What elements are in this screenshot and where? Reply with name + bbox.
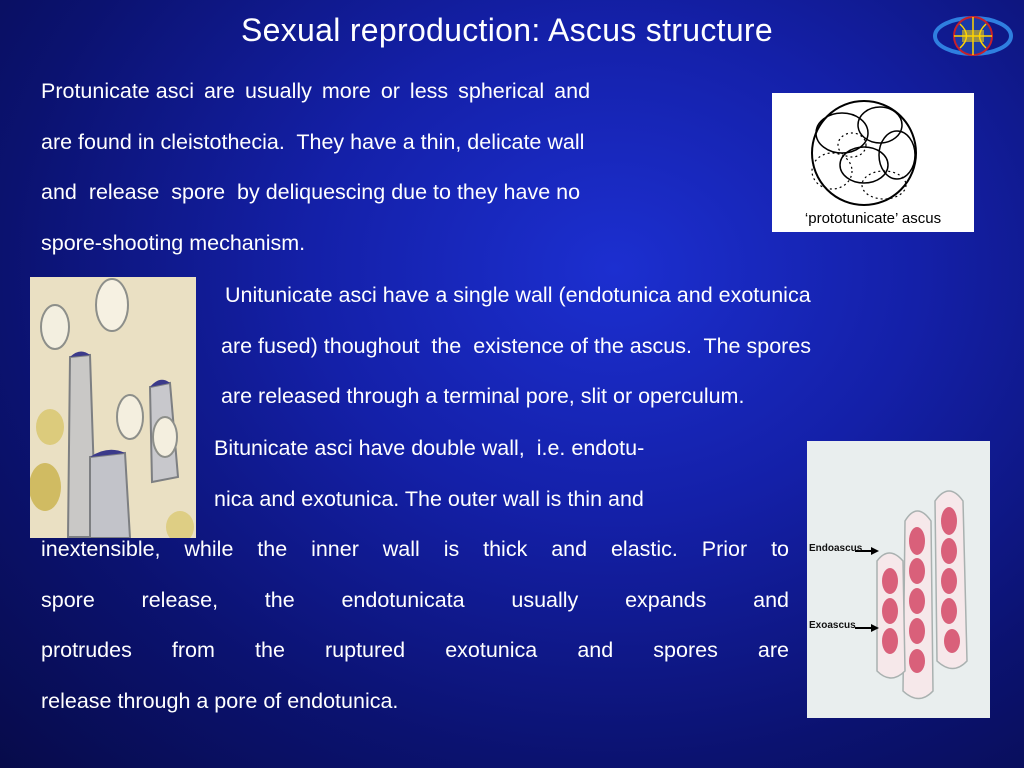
bitunicate-paragraph-lower [41,524,789,726]
prototunicate-ascus-drawing [772,93,974,211]
bitunicate-asci-drawing [807,441,990,718]
bitunicate-line-3: inextensible, while the inner wall is thick and elastic. Prior to [41,537,789,561]
bitunicate-paragraph-upper [214,423,794,524]
unitunicate-line-1: Unitunicate asci have a single wall (endotunica and exotunica [225,283,811,307]
protunicate-line-2: are found in cleistothecia. They have a thin, delicate wall [41,129,585,154]
protunicate-paragraph [41,66,753,268]
endoascus-label: Endoascus [809,543,863,554]
protunicate-line-1: Protunicate asci are usually more or less spherical and [41,79,591,103]
unitunicate-asci-micrograph [30,277,196,538]
bitunicate-line-5: protrudes from the ruptured exotunica and spores are [41,638,789,662]
protunicate-term: Protunicate asci [41,79,194,103]
unitunicate-line-2: are fused) thoughout the existence of the ascus. The spores [221,333,812,358]
unitunicate-paragraph [221,270,996,422]
bitunicate-line-6: release through a pore of endotunica. [41,688,399,713]
bitunicate-line-4: spore release, the endotunicata usually expands and [41,587,789,612]
bitunicate-line-2: nica and exotunica. The outer wall is thin and [214,486,644,511]
unitunicate-term: Unitunicate asci [225,283,377,307]
protunicate-line-3: and release spore by deliquescing due to they have no [41,180,581,204]
bitunicate-line-1: Bitunicate asci have double wall, i.e. endotu- [214,436,645,460]
globe-logo-icon [932,8,1014,64]
bitunicate-term: Bitunicate asci [214,436,353,460]
prototunicate-caption: ‘prototunicate’ ascus [804,210,942,227]
protunicate-line-4: spore-shooting mechanism. [41,230,306,255]
unitunicate-line-3: are released through a terminal pore, slit or operculum. [221,384,745,408]
slide-title: Sexual reproduction: Ascus structure [241,12,773,48]
exoascus-label: Exoascus [809,620,856,631]
prototunicate-ascus-figure [772,93,974,232]
bitunicate-asci-micrograph [807,441,990,718]
